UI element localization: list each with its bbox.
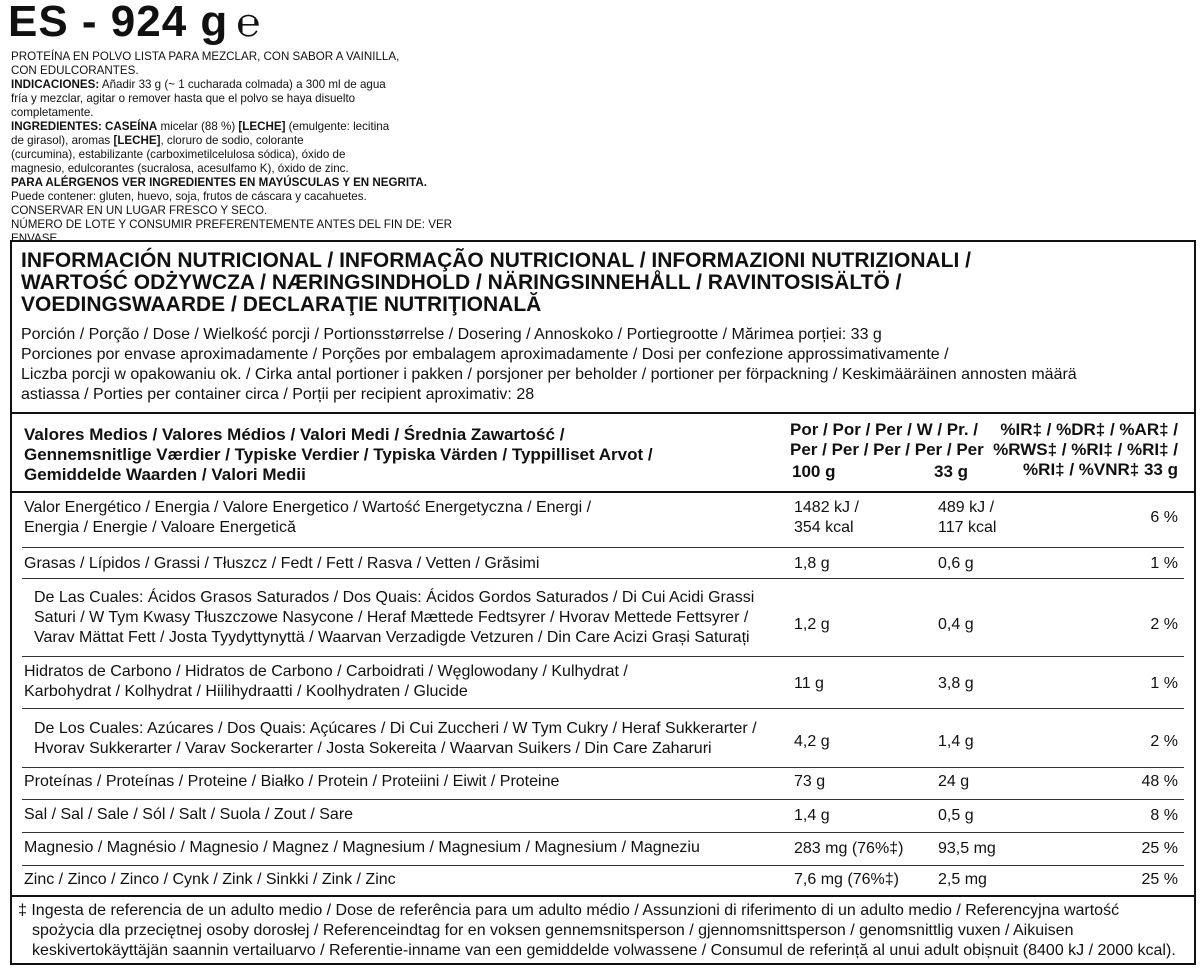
row-divider bbox=[22, 799, 1184, 800]
carbohydrate-per-100g: 11 g bbox=[794, 675, 824, 692]
nutrient-label-sugars bbox=[34, 719, 757, 759]
header-line: %IR‡ / %DR‡ / %AR‡ / bbox=[1000, 420, 1178, 439]
nutrient-label-line: De Los Cuales: Azúcares / Dos Quais: Açúcares / Di Cui Zuccheri / W Tym Cukry / Heraf Sukkerarter / bbox=[34, 720, 757, 737]
zinc-ri: 25 % bbox=[1141, 871, 1178, 888]
ingredients-line bbox=[11, 134, 411, 148]
portion-line: Porción / Porção / Dose / Wielkość porcji / Portionsstørrelse / Dosering / Annoskoko / Portiegrootte / Mărimea porției: 33 g bbox=[21, 326, 882, 343]
indications-line: fría y mezclar, agitar o remover hasta que el polvo se haya disuelto bbox=[11, 92, 356, 105]
section-divider bbox=[12, 412, 1194, 414]
ingredients-line: magnesio, edulcorantes (sucralosa, acesulfamo K), óxido de zinc. bbox=[11, 162, 349, 175]
salt-ri: 8 % bbox=[1150, 807, 1178, 824]
value-line: 117 kcal bbox=[938, 519, 997, 536]
ingredients-label: INGREDIENTES: bbox=[11, 120, 102, 133]
batch-note: NÚMERO DE LOTE Y CONSUMIR PREFERENTEMENTE ANTES DEL FIN DE: VER bbox=[11, 218, 453, 231]
nutrient-label-line: Varav Mättat Fett / Josta Tyydyttynyttä / Waarvan Verzadigde Vetzuren / Din Care Acizi Grași Saturați bbox=[34, 629, 750, 646]
nutrition-heading-line: INFORMACIÓN NUTRICIONAL / INFORMAÇÃO NUTRICIONAL / INFORMAZIONI NUTRIZIONALI / bbox=[21, 249, 971, 272]
nutrient-label-line: De Las Cuales: Ácidos Grasos Saturados / Dos Quais: Ácidos Gordos Saturados / Di Cui Acidi Grassi bbox=[34, 589, 755, 606]
saturates-ri: 2 % bbox=[1150, 616, 1178, 633]
ingredients-line: (curcumina), estabilizante (carboximetilcelulosa sódica), óxido de bbox=[11, 148, 346, 161]
sugars-ri: 2 % bbox=[1150, 733, 1178, 750]
row-divider bbox=[22, 656, 1184, 657]
sugars-per-100g: 4,2 g bbox=[794, 733, 830, 750]
magnesium-per-33g: 93,5 mg bbox=[938, 840, 996, 857]
product-description bbox=[11, 50, 453, 246]
nutrient-label-zinc: Zinc / Zinco / Zinco / Cynk / Zink / Sinkki / Zink / Zinc bbox=[24, 871, 396, 888]
row-divider bbox=[22, 767, 1184, 768]
row-divider bbox=[22, 708, 1184, 709]
header-line: Per / Per / Per / Per / Per bbox=[790, 440, 984, 459]
nutrient-label-line: Hvorav Sukkerarter / Varav Sockerarter / Josta Sokereita / Waarvan Suikers / Din Care Zaharuri bbox=[34, 740, 712, 757]
energy-ri: 6 % bbox=[1150, 509, 1178, 526]
header-line: Gemiddelde Waarden / Valori Medii bbox=[24, 465, 306, 484]
footnote-line: ‡ Ingesta de referencia de un adulto medio / Dose de referência para um adulto médio / Assunzioni di riferimento di un adulto medio / Referencyjna wartość bbox=[18, 902, 1120, 919]
storage-note: CONSERVAR EN UN LUGAR FRESCO Y SECO. bbox=[11, 204, 268, 217]
section-divider bbox=[12, 895, 1194, 897]
allergen-milk: [LECHE] bbox=[113, 134, 161, 147]
nutrient-label-saturates bbox=[34, 588, 754, 648]
value-line: 489 kJ / bbox=[938, 499, 995, 516]
row-divider bbox=[22, 832, 1184, 833]
nutrient-label-carbohydrate bbox=[24, 662, 628, 702]
footnote-line: spożycia dla przeciętnej osoby dorosłej / Referenceindtag for en voksen gennemsnitsperson / gjennomsnittsperson / genomsnittlig vuxen / Aikuisen bbox=[32, 922, 1074, 939]
nutrient-label-line: Saturi / W Tym Kwasy Tłuszczowe Nasycone / Heraf Mættede Fedtsyrer / Hvorav Mettede Fettsyrer / bbox=[34, 609, 749, 626]
reference-intake-header bbox=[993, 420, 1178, 480]
allergen-note: PARA ALÉRGENOS VER INGREDIENTES EN MAYÚSCULAS Y EN NEGRITA. bbox=[11, 176, 427, 189]
average-values-header bbox=[24, 425, 653, 485]
header-line: %RWS‡ / %RI‡ / %RI‡ / bbox=[993, 440, 1178, 459]
nutrient-label-line: Hidratos de Carbono / Hidratos de Carbono / Carboidrati / Węglowodany / Kulhydrat / bbox=[24, 663, 628, 680]
saturates-per-33g: 0,4 g bbox=[938, 616, 974, 633]
ingredients-text: (emulgente: lecitina bbox=[285, 120, 390, 133]
header-line: Gennemsnitlige Værdier / Typiske Verdier / Typiska Värden / Typpilliset Arvot / bbox=[24, 445, 653, 464]
salt-per-100g: 1,4 g bbox=[794, 807, 830, 824]
indications-line: completamente. bbox=[11, 106, 94, 119]
header-line: Por / Por / Per / W / Pr. / bbox=[790, 420, 978, 439]
ingredients-line bbox=[11, 120, 411, 134]
nutrition-heading-line: VOEDINGSWAARDE / DECLARAŢIE NUTRIŢIONALĂ bbox=[21, 293, 542, 316]
batch-note: ENVASE. bbox=[11, 232, 61, 245]
energy-per-100g bbox=[794, 498, 859, 538]
per-header bbox=[790, 420, 984, 460]
per-33g-header: 33 g bbox=[934, 462, 969, 481]
nutrition-heading bbox=[21, 250, 971, 316]
footnote-line: keskivertokäyttäjän saannin vertailuarvo / Referentie-inname van een gemiddelde volwassene / Consumul de referință al unui adult obișnuit (8400 kJ / 2000 kcal). bbox=[32, 942, 1176, 959]
estimated-sign-icon: ℮ bbox=[236, 1, 262, 45]
row-divider bbox=[22, 865, 1184, 866]
per-100g-header: 100 g bbox=[792, 462, 836, 481]
nutrient-label-protein: Proteínas / Proteínas / Proteine / Białko / Protein / Proteiini / Eiwit / Proteine bbox=[24, 773, 560, 790]
allergen-milk: [LECHE] bbox=[238, 120, 286, 133]
net-weight-text: ES - 924 g bbox=[8, 0, 229, 46]
ingredient-casein: CASEÍNA bbox=[101, 120, 158, 133]
section-divider bbox=[12, 491, 1194, 493]
portion-line: astiassa / Porties per container circa / Porții per recipient aproximativ: 28 bbox=[21, 386, 535, 403]
saturates-per-100g: 1,2 g bbox=[794, 616, 830, 633]
nutrient-label-salt: Sal / Sal / Sale / Sól / Salt / Suola / Zout / Sare bbox=[24, 806, 354, 823]
ingredients-text: , cloruro de sodio, colorante bbox=[160, 134, 304, 147]
indications-label: INDICACIONES: bbox=[11, 78, 100, 91]
indications-line bbox=[11, 78, 411, 92]
energy-per-33g bbox=[938, 498, 996, 538]
protein-ri: 48 % bbox=[1141, 773, 1178, 790]
may-contain-note: Puede contener: gluten, huevo, soja, frutos de cáscara y cacahuetes. bbox=[11, 190, 367, 203]
carbohydrate-per-33g: 3,8 g bbox=[938, 675, 974, 692]
value-line: 354 kcal bbox=[794, 519, 854, 536]
nutrient-label-line: Valor Energético / Energia / Valore Energetico / Wartość Energetyczna / Energi / bbox=[24, 499, 592, 516]
reference-intake-footnote bbox=[18, 901, 1188, 961]
desc-line: CON EDULCORANTES. bbox=[11, 64, 139, 77]
ingredients-text: de girasol), aromas bbox=[11, 134, 114, 147]
protein-per-100g: 73 g bbox=[794, 773, 826, 790]
net-weight-title bbox=[8, 0, 261, 45]
row-divider bbox=[22, 547, 1184, 548]
nutrition-heading-line: WARTOŚĆ ODŻYWCZA / NÆRINGSINDHOLD / NÄRINGSINNEHÅLL / RAVINTOSISÄLTÖ / bbox=[21, 271, 902, 294]
nutrient-label-fat: Grasas / Lípidos / Grassi / Tłuszcz / Fedt / Fett / Rasva / Vetten / Grăsimi bbox=[24, 555, 540, 572]
desc-line: PROTEÍNA EN POLVO LISTA PARA MEZCLAR, CON SABOR A VAINILLA, bbox=[11, 50, 400, 63]
value-line: 1482 kJ / bbox=[794, 499, 859, 516]
protein-per-33g: 24 g bbox=[938, 773, 970, 790]
row-divider bbox=[22, 578, 1184, 579]
nutrient-label-magnesium: Magnesio / Magnésio / Magnesio / Magnez / Magnesium / Magnesium / Magnesium / Magneziu bbox=[24, 839, 700, 856]
nutrient-label-line: Karbohydrat / Kolhydrat / Hiilihydraatti / Koolhydraten / Glucide bbox=[24, 683, 468, 700]
zinc-per-33g: 2,5 mg bbox=[938, 871, 987, 888]
ingredients-text: micelar (88 %) bbox=[157, 120, 239, 133]
nutrient-label-line: Energia / Energie / Valoare Energetică bbox=[24, 519, 296, 536]
fat-ri: 1 % bbox=[1150, 555, 1178, 572]
portion-line: Porciones por envase aproximadamente / Porções por embalagem aproximadamente / Dosi per confezione approssimativamente / bbox=[21, 346, 949, 363]
sugars-per-33g: 1,4 g bbox=[938, 733, 974, 750]
indications-text: Añadir 33 g (~ 1 cucharada colmada) a 300 ml de agua bbox=[99, 78, 386, 91]
salt-per-33g: 0,5 g bbox=[938, 807, 974, 824]
magnesium-ri: 25 % bbox=[1141, 840, 1178, 857]
nutrient-label-energy bbox=[24, 498, 591, 538]
header-line: %RI‡ / %VNR‡ 33 g bbox=[1023, 460, 1178, 479]
fat-per-33g: 0,6 g bbox=[938, 555, 974, 572]
fat-per-100g: 1,8 g bbox=[794, 555, 830, 572]
header-line: Valores Medios / Valores Médios / Valori Medi / Średnia Zawartość / bbox=[24, 425, 565, 444]
portion-info bbox=[21, 325, 1181, 405]
carbohydrate-ri: 1 % bbox=[1150, 675, 1178, 692]
portion-line: Liczba porcji w opakowaniu ok. / Cirka antal portioner i pakken / porsjoner per beholder / portioner per förpackning / Keskimääräinen annosten määrä bbox=[21, 366, 1077, 383]
nutrition-table bbox=[10, 240, 1196, 965]
zinc-per-100g: 7,6 mg (76%‡) bbox=[794, 871, 899, 888]
magnesium-per-100g: 283 mg (76%‡) bbox=[794, 840, 904, 857]
